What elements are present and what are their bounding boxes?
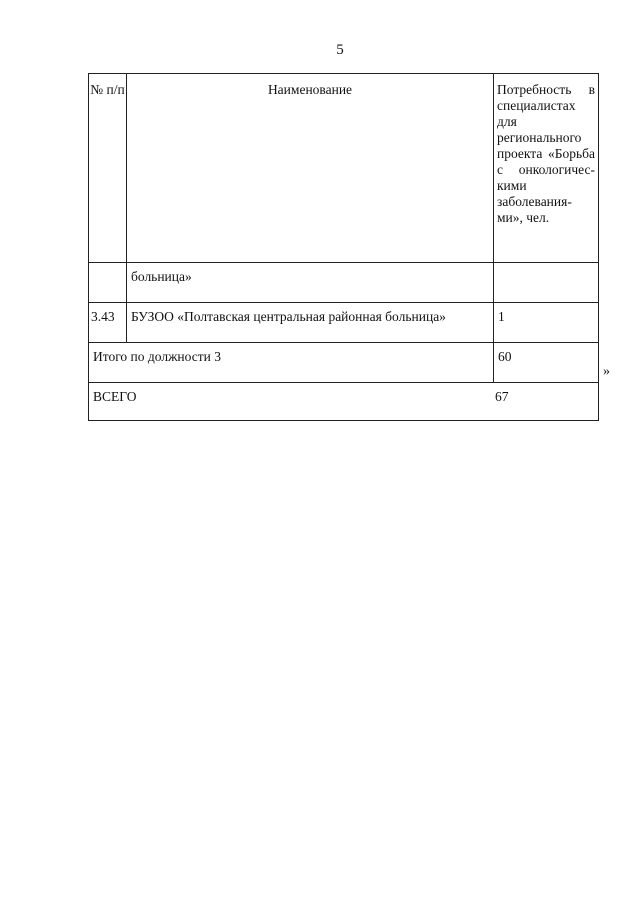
total-row	[89, 383, 599, 421]
total-label: ВСЕГО	[93, 389, 137, 404]
header-name: Наименование	[127, 74, 494, 263]
total-value: 67	[495, 389, 509, 404]
header-number: № п/п	[89, 74, 127, 263]
row-name: БУЗОО «Полтавская центральная районная больница»	[127, 303, 494, 343]
row-name: больница»	[127, 263, 494, 303]
subtotal-value: 60	[494, 343, 599, 383]
table-row	[89, 303, 599, 343]
row-need: 1	[494, 303, 599, 343]
header-need: Потребность в специалистах для регионального проекта «Борьба с онкологичес-кими заболевания-ми», чел.	[494, 74, 599, 263]
specialists-table	[88, 73, 599, 421]
table-row	[89, 263, 599, 303]
total-cell	[89, 383, 599, 421]
row-number: 3.43	[89, 303, 127, 343]
closing-quote: »	[603, 364, 610, 379]
subtotal-row	[89, 343, 599, 383]
subtotal-label: Итого по должности 3	[89, 343, 494, 383]
table-header-row	[89, 74, 599, 263]
page-number: 5	[336, 42, 344, 58]
row-number	[89, 263, 127, 303]
row-need	[494, 263, 599, 303]
